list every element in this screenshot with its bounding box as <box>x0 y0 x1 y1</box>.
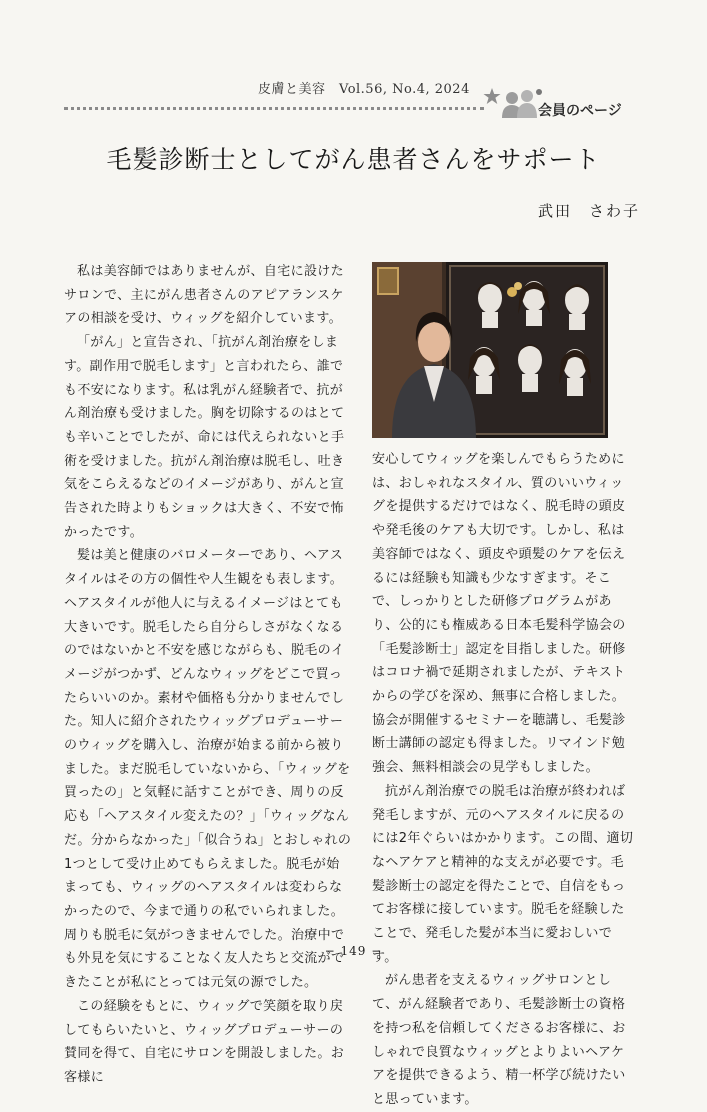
paragraph: 髪は美と健康のバロメーターであり、ヘアスタイルはその方の個性や人生観をも表します。ヘアスタイルが他人に与えるイメージはとても大きいです。脱毛したら自分らしさがなくなるのではないかと不安を感じながらも、脱毛のイメージがつかず、どんなウィッグをどこで買ったらいいのか。素材や価格も分かりませんでした。知人に紹介されたウィッグプロデューサーのウィッグを購入し、治療が始まる前から被りました。まだ脱毛していないから、「ウィッグを買ったの」と気軽に話すことができ、周りの反応も「ヘアスタイル変えたの？」「ウィッグなんだ。分からなかった」「似合うね」とおしゃれの1つとして受け止めてもらえました。脱毛が始まっても、ウィッグのヘアスタイルは変わらなかったので、今まで通りの私でいられました。周りも脱毛に気がつきませんでした。治療中でも外見を気にすることなく友人たちと交流ができたことが私にとっては元気の源でした。 <box>64 548 352 991</box>
section-badge-label: 会員のページ <box>538 103 622 119</box>
right-column <box>372 448 636 1112</box>
paragraph: 「がん」と宣告され、「抗がん剤治療をします。副作用で脱毛します」と言われたら、誰でも不安になります。私は乳がん経験者で、抗がん剤治療も受けました。胸を切除するのはとても辛いことでしたが、命には代えられないと手術を受けました。抗がん剤治療は脱毛し、吐き気をこらえるなどのイメージがあり、がんと宣告された時よりもショックは大きく、不安で怖かったです。 <box>64 335 345 540</box>
article-title: 毛髪診断士としてがん患者さんをサポート <box>106 145 601 174</box>
left-column <box>64 260 352 1090</box>
journal-header: 皮膚と美容 Vol.56, No.4, 2024 <box>258 82 470 97</box>
paragraph: 私は美容師ではありませんが、自宅に設けたサロンで、主にがん患者さんのアピアランスケアの相談を受け、ウィッグを紹介しています。 <box>64 264 345 327</box>
header-dotted-rule <box>64 107 484 110</box>
author-name: 武田 さわ子 <box>538 202 641 220</box>
paragraph: がん患者を支えるウィッグサロンとして、がん経験者であり、毛髪診断士の資格を持つ私を信頼してくださるお客様に、おしゃれで良質なウィッグとよりよいヘアケアを提供できるよう、精一杯学び続けたいと思っています。 <box>372 973 626 1107</box>
paragraph: 安心してウィッグを楽しんでもらうためには、おしゃれなスタイル、質のいいウィッグを提供するだけではなく、脱毛時の頭皮や発毛後のケアも大切です。しかし、私は美容師ではなく、頭皮や頭髪のケアを伝えるには経験も知識も少なすぎます。そこで、しっかりとした研修プログラムがあり、公的にも権威ある日本毛髪科学協会の「毛髪診断士」認定を目指しました。研修はコロナ禍で延期されましたが、テキストからの学びを深め、無事に合格しました。協会が開催するセミナーを聴講し、毛髪診断士講師の認定も得ました。リマインド勉強会、無料相談会の見学もしました。 <box>372 452 626 776</box>
paragraph: この経験をもとに、ウィッグで笑顔を取り戻してもらいたいと、ウィッグプロデューサーの賛同を得て、自宅にサロンを開設しました。お客様に <box>64 998 345 1085</box>
photo-illustration <box>372 262 608 438</box>
paragraph: 抗がん剤治療での脱毛は治療が終われば発毛しますが、元のヘアスタイルに戻るのには2年ぐらいはかかります。この間、適切なヘアケアと精神的な支えが必要です。毛髪診断士の認定を得たことで、自信をもってお客様に接しています。脱毛を経験したことで、発毛した髪が本当に愛おしいです。 <box>372 783 634 965</box>
page-number: − 149 − <box>324 944 383 958</box>
member-page-badge <box>482 84 632 128</box>
author-photo <box>372 262 608 438</box>
